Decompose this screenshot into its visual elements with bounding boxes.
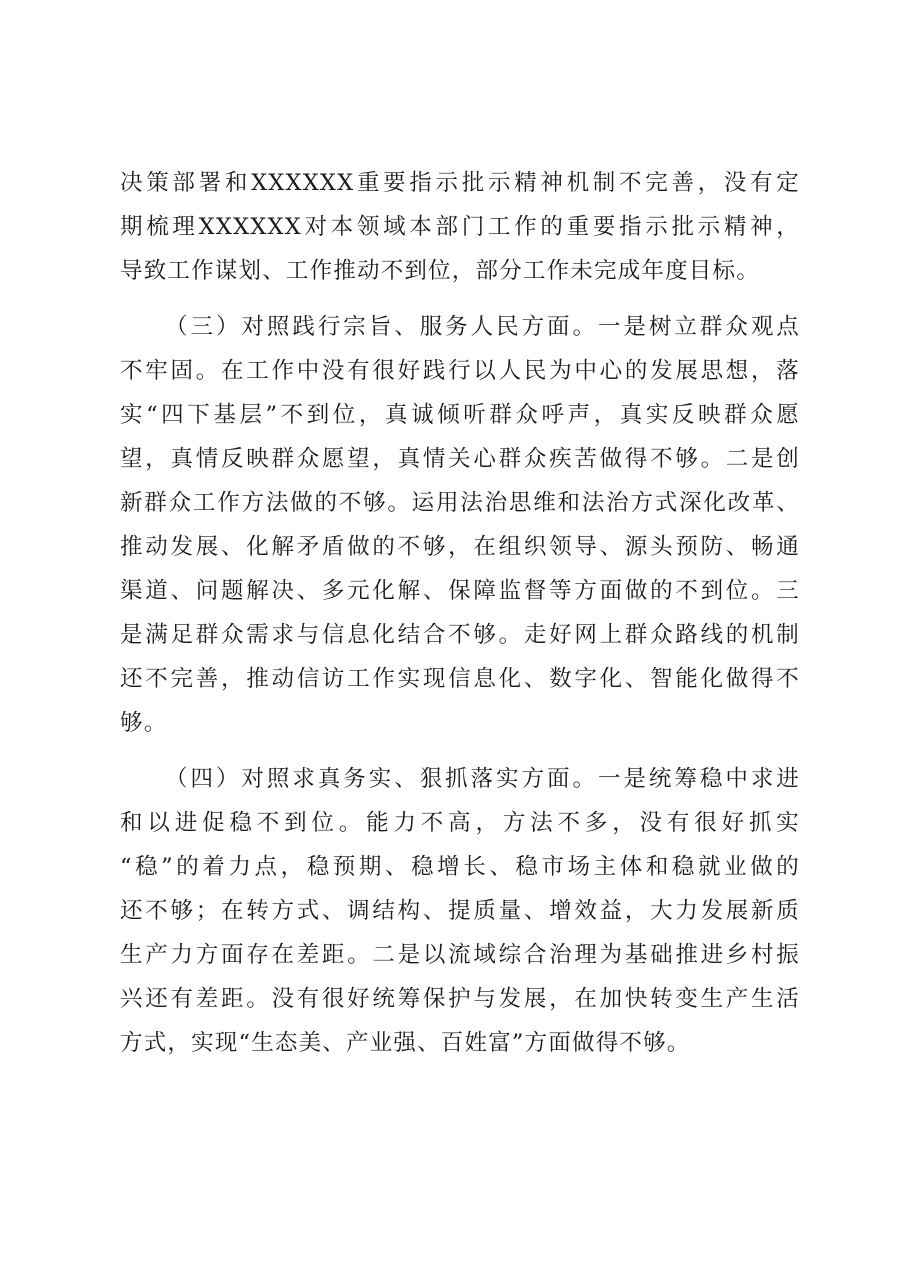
paragraph-line: 推动发展、化解矛盾做的不够，在组织领导、源头预防、畅通	[120, 534, 800, 560]
paragraph-line: 期梳理XXXXXX对本领域本部门工作的重要指示批示精神，	[120, 214, 800, 240]
paragraph-line: 够。	[120, 710, 168, 736]
paragraph-line: 导致工作谋划、工作推动不到位，部分工作未完成年度目标。	[120, 258, 760, 284]
paragraph-line: 还不完善，推动信访工作实现信息化、数字化、智能化做得不	[120, 666, 800, 692]
paragraph-line: 不牢固。在工作中没有很好践行以人民为中心的发展思想，落	[120, 358, 800, 384]
paragraph-line: 方式，实现“生态美、产业强、百姓富”方面做得不够。	[120, 1030, 691, 1056]
paragraph-line: 生产力方面存在差距。二是以流域综合治理为基础推进乡村振	[120, 942, 800, 968]
paragraph-line: 望，真情反映群众愿望，真情关心群众疾苦做得不够。二是创	[120, 446, 800, 472]
paragraph-line: “稳”的着力点，稳预期、稳增长、稳市场主体和稳就业做的	[120, 854, 800, 880]
paragraph-line: 渠道、问题解决、多元化解、保障监督等方面做的不到位。三	[120, 578, 800, 604]
paragraph-line: 是满足群众需求与信息化结合不够。走好网上群众路线的机制	[120, 622, 800, 648]
paragraph-line: 还不够；在转方式、调结构、提质量、增效益，大力发展新质	[120, 898, 800, 924]
paragraph-line: 新群众工作方法做的不够。运用法治思维和法治方式深化改革、	[120, 490, 800, 516]
paragraph-line: 和以进促稳不到位。能力不高，方法不多，没有很好抓实	[120, 810, 800, 836]
section-heading-line: （三）对照践行宗旨、服务人民方面。一是树立群众观点	[165, 314, 800, 340]
section-heading-line: （四）对照求真务实、狠抓落实方面。一是统筹稳中求进	[165, 766, 800, 792]
paragraph-line: 兴还有差距。没有很好统筹保护与发展，在加快转变生产生活	[120, 986, 800, 1012]
paragraph-line: 实“四下基层”不到位，真诚倾听群众呼声，真实反映群众愿	[120, 402, 800, 428]
paragraph-line: 决策部署和XXXXXX重要指示批示精神机制不完善，没有定	[120, 170, 800, 196]
